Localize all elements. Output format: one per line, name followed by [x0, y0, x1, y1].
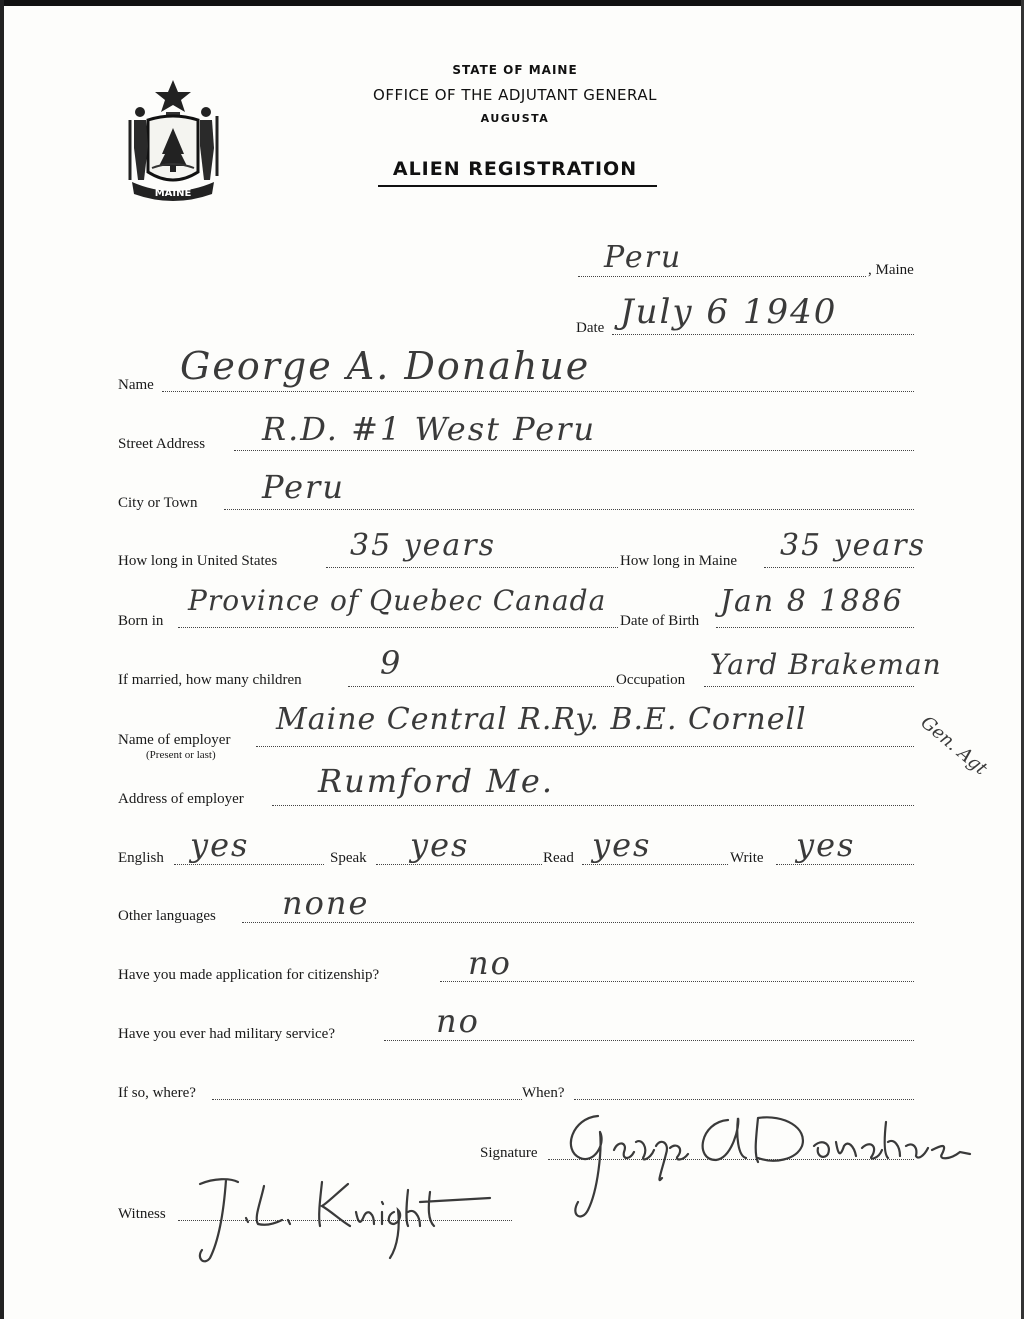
name-label: Name — [118, 377, 154, 393]
employer-note-label: (Present or last) — [146, 749, 216, 761]
street-value: R.D. #1 West Peru — [262, 410, 597, 448]
employer-value: Maine Central R.Ry. B.E. Cornell — [276, 702, 807, 737]
english-value: yes — [190, 826, 250, 864]
state-seal-icon — [118, 76, 228, 204]
occupation-line — [704, 686, 914, 687]
form-title: ALIEN REGISTRATION — [392, 158, 638, 180]
how-long-us-value: 35 years — [350, 528, 497, 563]
military-line — [384, 1040, 914, 1041]
how-long-maine-line — [764, 567, 914, 568]
military-label: Have you ever had military service? — [118, 1026, 335, 1042]
street-line — [234, 450, 914, 451]
town-line — [578, 276, 866, 277]
applicant-signature-icon — [552, 1098, 972, 1222]
maine-label: , Maine — [868, 262, 914, 278]
if-so-where-line — [212, 1099, 522, 1100]
name-line — [162, 391, 914, 392]
date-of-birth-line — [716, 627, 914, 628]
born-in-line — [178, 627, 618, 628]
date-label: Date — [576, 320, 605, 336]
other-languages-label: Other languages — [118, 908, 216, 924]
speak-label: Speak — [330, 850, 367, 866]
title-underline — [378, 185, 657, 187]
employer-label: Name of employer — [118, 732, 231, 748]
town-value: Peru — [604, 240, 683, 275]
scan-edge-top — [0, 0, 1024, 6]
header-city: AUGUSTA — [480, 112, 550, 125]
english-label: English — [118, 850, 164, 866]
city-line — [224, 509, 914, 510]
born-in-value: Province of Quebec Canada — [188, 584, 607, 617]
citizenship-value: no — [468, 944, 512, 982]
other-languages-value: none — [282, 884, 370, 922]
how-long-us-line — [326, 567, 618, 568]
military-value: no — [436, 1002, 480, 1040]
witness-signature-icon — [190, 1168, 530, 1268]
city-value: Peru — [262, 468, 345, 506]
read-label: Read — [543, 850, 574, 866]
signature-label: Signature — [480, 1145, 538, 1161]
read-line — [582, 864, 728, 865]
occupation-value: Yard Brakeman — [710, 648, 942, 681]
date-of-birth-label: Date of Birth — [620, 613, 700, 629]
born-in-label: Born in — [118, 613, 164, 629]
date-line — [612, 334, 914, 335]
how-long-us-label: How long in United States — [118, 553, 278, 569]
read-value: yes — [592, 826, 652, 864]
how-long-maine-value: 35 years — [780, 528, 927, 563]
other-languages-line — [242, 922, 914, 923]
employer-address-line — [272, 805, 914, 806]
employer-note-value: Gen. Agt — [916, 712, 992, 780]
citizenship-label: Have you made application for citizenship? — [118, 967, 380, 983]
if-so-where-label: If so, where? — [118, 1085, 196, 1101]
speak-value: yes — [410, 826, 470, 864]
write-value: yes — [796, 826, 856, 864]
svg-text:MAINE: MAINE — [154, 188, 192, 199]
header-state: STATE OF MAINE — [452, 63, 578, 77]
write-label: Write — [730, 850, 764, 866]
write-line — [776, 864, 914, 865]
header-office: OFFICE OF THE ADJUTANT GENERAL — [373, 86, 657, 104]
how-long-maine-label: How long in Maine — [620, 553, 738, 569]
occupation-label: Occupation — [616, 672, 686, 688]
name-value: George A. Donahue — [180, 344, 591, 388]
street-label: Street Address — [118, 436, 206, 452]
children-label: If married, how many children — [118, 672, 302, 688]
city-label: City or Town — [118, 495, 198, 511]
speak-line — [376, 864, 542, 865]
employer-address-value: Rumford Me. — [318, 762, 554, 800]
date-of-birth-value: Jan 8 1886 — [720, 584, 904, 619]
children-line — [348, 686, 614, 687]
children-value: 9 — [380, 644, 403, 682]
english-line — [174, 864, 324, 865]
employer-line — [256, 746, 914, 747]
scan-edge-left — [0, 0, 4, 1319]
when-label: When? — [522, 1085, 565, 1101]
date-value: July 6 1940 — [620, 292, 838, 332]
witness-label: Witness — [118, 1206, 166, 1222]
employer-address-label: Address of employer — [118, 791, 244, 807]
